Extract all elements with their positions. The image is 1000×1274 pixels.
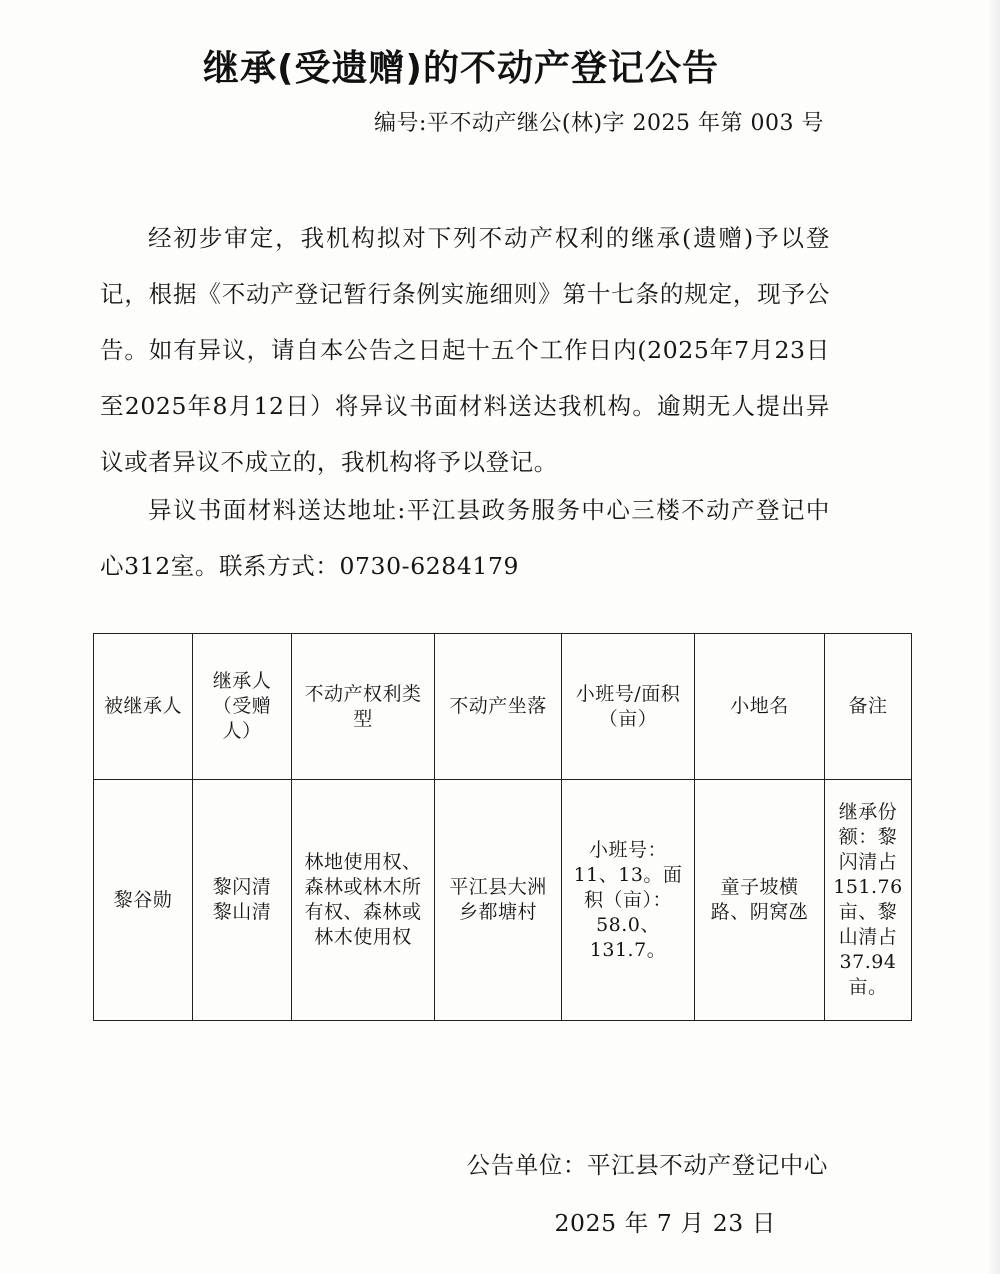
- cell-location: 平江县大洲乡都塘村: [435, 780, 562, 1021]
- header-place-name: 小地名: [695, 634, 825, 780]
- header-heir: 继承人（受赠人）: [193, 634, 292, 780]
- scan-edge: [986, 0, 1000, 1274]
- cell-parcel: 小班号：11、13。面积（亩）：58.0、131.7。: [562, 780, 695, 1021]
- header-parcel: 小班号/面积（亩）: [562, 634, 695, 780]
- notice-body-paragraph: 经初步审定，我机构拟对下列不动产权利的继承(遗赠)予以登记，根据《不动产登记暂行条例实施细则》第十七条的规定，现予公告。如有异议，请自本公告之日起十五个工作日内(2025年7月23日至2025年8月12日）将异议书面材料送达我机构。逾期无人提出异议或者异议不成立的，我机构将予以登记。: [100, 224, 830, 476]
- header-right-type: 不动产权利类型: [292, 634, 435, 780]
- table-header-row: [94, 634, 912, 780]
- issuing-unit: 公告单位：平江县不动产登记中心: [466, 1151, 828, 1179]
- objection-address-paragraph: 异议书面材料送达地址:平江县政务服务中心三楼不动产登记中心312室。联系方式：0730-6284179: [100, 496, 830, 580]
- cell-right-type: 林地使用权、森林或林木所有权、森林或林木使用权: [292, 780, 435, 1021]
- cell-heirs: [193, 780, 292, 1021]
- heir-name: 黎闪清: [212, 876, 272, 898]
- cell-remark: 继承份额：黎闪清占151.76亩、黎山清占37.94亩。: [825, 780, 912, 1021]
- header-decedent: 被继承人: [94, 634, 193, 780]
- header-remark: 备注: [825, 634, 912, 780]
- header-location: 不动产坐落: [435, 634, 562, 780]
- heir-name: 黎山清: [212, 901, 272, 923]
- cell-decedent: 黎谷勋: [94, 780, 193, 1021]
- registration-table: [93, 633, 912, 1021]
- table-row: [94, 780, 912, 1021]
- notice-title: 继承(受遗赠)的不动产登记公告: [203, 48, 719, 89]
- document-number: 编号:平不动产继公(林)字 2025 年第 003 号: [373, 111, 824, 136]
- issue-date: 2025 年 7 月 23 日: [554, 1209, 776, 1237]
- cell-place-name: 童子坡横路、阴窝氹: [695, 780, 825, 1021]
